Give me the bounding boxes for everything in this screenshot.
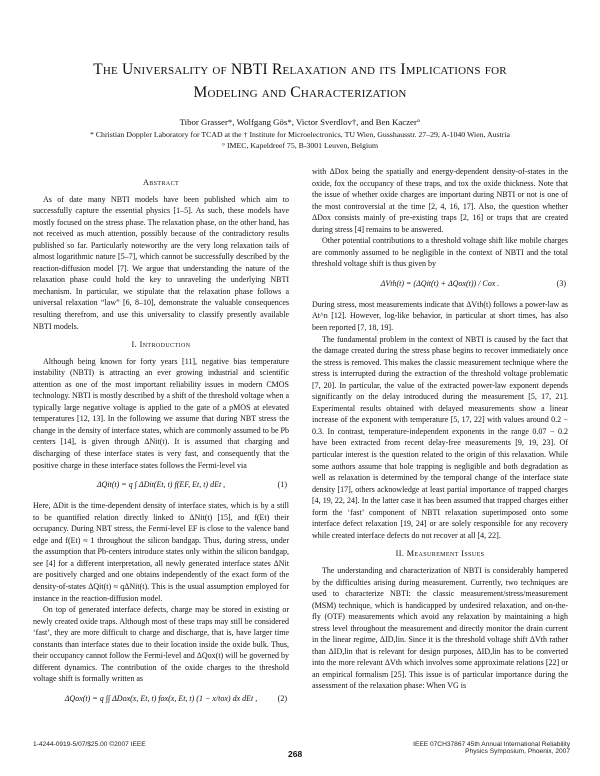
footer-conference-line-1: IEEE 07CH37867 45th Annual International Reliability [413,741,570,748]
right-paragraph-5: The understanding and characterization of NBTI is considerably hampered by the difficulties arising during measurement. Currently, two techniques are used to characterize NBTI: the classic measurement/stress/measurement (MSM) technique, which is handicapped by undesired relaxation, and on-the-fly (OTF) measurements which avoid any relaxation by maintaining a high stress level throughout the measurement and directly monitor the drain current in the linear regime, ΔID,lin. Since it is the threshold voltage shift ΔVth rather than ΔID,lin that is relevant for design purposes, ΔID,lin has to be converted into the more relevant ΔVth which involves some approximate relations [22] or an empirical formalism [25]. This issue is of particular importance during the assessment of the relaxation phase: When VG is [312,565,568,691]
right-paragraph-4: The fundamental problem in the context of NBTI is caused by the fact that the damage created during the stress phase begins to recover immediately once the stress is removed. This makes the classic measurement technique where the stress is interrupted during the extraction of the threshold voltage problematic [7, 20]. In particular, the value of the extracted power-law exponent depends significantly on the delay introduced during the measurement [5, 17, 21]. Experimental results obtained with delayed measurements show a linear increase of the exponent with temperature [5, 17, 22] with values around 0.2 − 0.3. In contrast, temperature-independent exponents in the range 0.07 − 0.2 have been extracted from recent delay-free measurements [9, 19, 23]. Of particular interest is the question related to the origin of this relaxation. While some authors assume that hole trapping is negligible and both degradation as well as relaxation is determined by the temporal change of the interface state density [17], others acknowledge at least partial importance of trapped charges [4, 19, 22, 24]. In the latter case it has been assumed that trapped charges either form the ‘fast’ component of NBTI relaxation superimposed onto some interface defect relaxation [19, 24] or are solely responsible for any recovery while created interface defects do not recover at all [4, 22]. [312,334,568,540]
page-number: 268 [288,749,303,759]
equation-3-number: (3) [556,279,566,289]
right-column [312,166,568,692]
intro-paragraph-2: Here, ΔDit is the time-dependent density of interface states, which is by a still to be quantified relation directly linked to ΔNit(t) [15], and f(Et) their occupancy. During NBT stress, the Fermi-level EF is close to the valence band edge and f(Et) ≈ 1 throughout the silicon bandgap. Thus, during stress, under the assumption that Pb-centers introduce states only within the silicon bandgap, see [4] for a different interpretation, all newly generated interface states ΔNit are positively charged and one obtains independently of the exact form of the density-of-states ΔQit(t) ≈ qΔNit(t). This is the usual assumption employed for instance in the reaction-diffusion model. [33,501,289,603]
equation-1-number: (1) [277,480,287,490]
footer-copyright: 1-4244-0919-5/07/$25.00 ©2007 IEEE [33,741,146,748]
affiliation-2: ° IMEC, Kapeldreef 75, B-3001 Leuven, Belgium [221,141,379,150]
equation-1-body: ΔQit(t) = q ∫ ΔDit(Et, t) f(EF, Et, t) dEt , [96,480,226,490]
intro-paragraph-1: Although being known for forty years [11], negative bias temperature instability (NBTI) is attracting an ever growing industrial and scientific attention as one of the most important reliability issues in modern CMOS technology. NBTI is mostly described by a shift of the threshold voltage when a typically large negative voltage is applied to the gate of a pMOS at elevated temperatures [12, 13]. In the following we assume that during NBT stress the change in the density of interface states, which are commonly assumed to be Pb centers [14], is given through ΔNit(t). It is assumed that charging and discharging of these interface states is very fast, and consequently that the positive charge in these interface states follows the Fermi-level via [33,356,289,470]
right-paragraph-1: with ΔDox being the spatially and energy-dependent density-of-states in the oxide, fox the occupancy of these traps, and tox the oxide thickness. Note that the issue of whether oxide charges are important during NBTI or not is one of the most controversial at the time [2, 4, 16, 17]. Also, the question whether ΔDox consists mainly of pre-existing traps [2, 16] or traps that are created during stress [4] remains to be answered. [312,167,568,234]
author-list: Tibor Grasser*, Wolfgang Gös*, Victor Sverdlov†, and Ben Kaczer° [179,117,421,127]
abstract-text: As of date many NBTI models have been published which aim to successfully capture the essential physics [1–5]. As such, these models have mostly focused on the stress phase. The relaxation phase, on the other hand, has not received as much attention, possibly because of the contradictory results published so far. Particularly noteworthy are the very long relaxation tails of almost logarithmic nature [5–7], which cannot be successfully described by the reaction-diffusion model [7]. We argue that understanding the nature of the relaxation phase could hold the key to unraveling the underlying NBTI mechanism. In particular, we stipulate that the relaxation phase follows a universal relaxation “law” [6, 8–10], demonstrate the valuable consequences resulting therefrom, and use this universality to classify presently available NBTI models. [33,194,289,331]
section-2-heading: II. Measurement Issues [395,549,485,559]
equation-2-body: ΔQox(t) = q ∫∫ ΔDox(x, Et, t) fox(x, Et, t) (1 − x/tox) dx dEt , [64,694,258,704]
equation-1 [33,475,289,495]
title-line-2: Modeling and Characterization [193,84,407,101]
paper-title [30,58,570,104]
footer-conference-line-2: Physics Symposium, Phoenix, 2007 [465,748,570,755]
title-line-1: The Universality of NBTI Relaxation and its Implications for [93,61,507,78]
left-column [33,170,289,714]
right-paragraph-3: During stress, most measurements indicate that ΔVth(t) follows a power-law as At^n [12]. However, log-like behavior, in particular at short times, has also been reported [7, 18, 19]. [312,299,568,333]
equation-3 [312,274,568,294]
equation-2 [33,689,289,709]
equation-2-number: (2) [277,694,287,704]
abstract-heading: Abstract [142,178,180,187]
equation-3-body: ΔVth(t) = (ΔQit(t) + ΔQox(t)) / Cox . [380,279,500,289]
intro-paragraph-3: On top of generated interface defects, charge may be stored in existing or newly created oxide traps. Although most of these traps may still be considered ‘fast’, they are more difficult to charge and discharge, that is, have larger time constants than interface states due to their location inside the oxide bulk. Thus, their occupancy cannot follow the Fermi-level and ΔQox(t) will be governed by different dynamics. The contribution of the oxide charges to the threshold voltage shift is formally written as [33,605,289,684]
affiliation-1: * Christian Doppler Laboratory for TCAD at the † Institute for Microelectronics, TU Wien, Gusshausstr. 27–29, A-1040 Wien, Austria [90,130,510,139]
section-1-heading: I. Introduction [131,340,191,350]
right-paragraph-2: Other potential contributions to a threshold voltage shift like mobile charges are commonly assumed to be negligible in the context of NBTI and the total threshold voltage shift is thus given by [312,236,568,269]
footer-conference [413,741,570,755]
